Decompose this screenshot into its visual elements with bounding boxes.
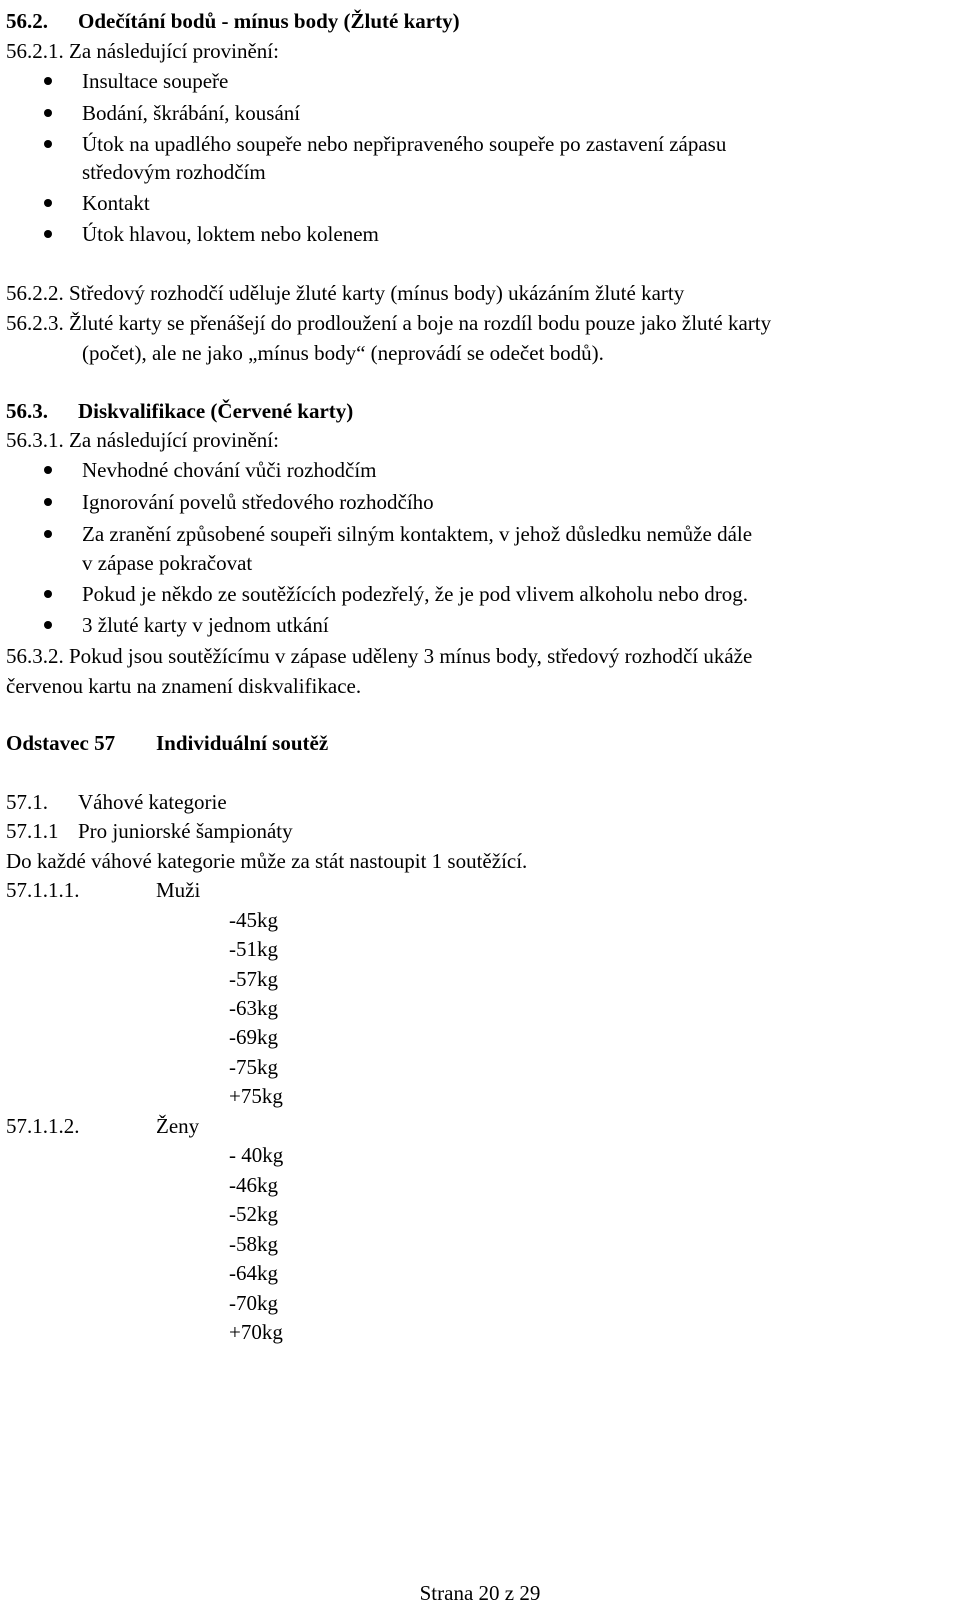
list-item-text: Bodání, škrábání, kousání [82, 101, 301, 125]
paragraph-text: Pro juniorské šampionáty [78, 819, 293, 843]
category-label: Ženy [156, 1114, 200, 1138]
paragraph-number: 57.1. [6, 790, 48, 814]
weight-item: -51kg [229, 937, 278, 961]
paragraph-number: 56.3.2. [6, 644, 64, 668]
weight-item: -64kg [229, 1261, 278, 1285]
section-title: Odečítání bodů - mínus body (Žluté karty) [78, 9, 460, 33]
bullet-icon [44, 199, 52, 207]
list-item-text: středovým rozhodčím [82, 160, 266, 184]
paragraph-57-1-1 [6, 816, 293, 846]
paragraph-number: 56.2.1. [6, 39, 64, 63]
list-item-text: 3 žluté karty v jednom utkání [82, 613, 329, 637]
bullet-icon [44, 140, 52, 148]
list-item-text: Útok na upadlého soupeře nebo nepřipraveného soupeře po zastavení zápasu [82, 132, 727, 156]
bullet-icon [44, 590, 52, 598]
paragraph-56-2-1 [6, 36, 279, 66]
weight-item: -46kg [229, 1173, 278, 1197]
paragraph-text: Za následující provinění: [69, 39, 279, 63]
paragraph-text: Žluté karty se přenášejí do prodloužení a boje na rozdíl bodu pouze jako žluté karty [69, 311, 772, 335]
weight-item: +75kg [229, 1084, 283, 1108]
paragraph-56-3-2-line2 [6, 671, 361, 701]
weight-item: -45kg [229, 908, 278, 932]
paragraph-57-intro [6, 846, 527, 876]
weight-item: -63kg [229, 996, 278, 1020]
paragraph-text: červenou kartu na znamení diskvalifikace. [6, 674, 362, 698]
list-item-text: Pokud je někdo ze soutěžících podezřelý, že je pod vlivem alkoholu nebo drog. [82, 582, 748, 606]
weight-item: -58kg [229, 1232, 278, 1256]
category-women [6, 1111, 199, 1141]
paragraph-56-3-2 [6, 641, 752, 671]
list-item-text: Kontakt [82, 191, 150, 215]
article-title: Individuální soutěž [156, 731, 329, 755]
article-heading-57 [6, 728, 328, 758]
section-heading-56-2 [6, 6, 460, 36]
paragraph-56-2-3-line2 [82, 338, 604, 368]
bullet-icon [44, 466, 52, 474]
list-item-text: Ignorování povelů středového rozhodčího [82, 490, 434, 514]
paragraph-56-2-2 [6, 278, 684, 308]
paragraph-text: Středový rozhodčí uděluje žluté karty (mínus body) ukázáním žluté karty [69, 281, 685, 305]
paragraph-text: Do každé váhové kategorie může za stát nastoupit 1 soutěžící. [6, 849, 528, 873]
list-item-text: Nevhodné chování vůči rozhodčím [82, 458, 377, 482]
list-item-text: Za zranění způsobené soupeři silným kontaktem, v jehož důsledku nemůže dále [82, 522, 753, 546]
paragraph-number: 56.2.2. [6, 281, 64, 305]
article-label: Odstavec 57 [6, 731, 116, 755]
category-men [6, 875, 200, 905]
bullet-icon [44, 230, 52, 238]
section-title: Diskvalifikace (Červené karty) [78, 399, 354, 423]
category-number: 57.1.1.2. [6, 1114, 80, 1138]
weight-item: -57kg [229, 967, 278, 991]
paragraph-text: (počet), ale ne jako „mínus body“ (neprovádí se odečet bodů). [82, 341, 604, 365]
list-item-text: Útok hlavou, loktem nebo kolenem [82, 222, 379, 246]
paragraph-56-2-3 [6, 308, 771, 338]
paragraph-text: Za následující provinění: [69, 428, 279, 452]
paragraph-56-3-1 [6, 425, 279, 455]
weight-item: - 40kg [229, 1143, 284, 1167]
section-number: 56.3. [6, 399, 48, 423]
list-item-text: v zápase pokračovat [82, 551, 253, 575]
category-number: 57.1.1.1. [6, 878, 80, 902]
paragraph-number: 56.2.3. [6, 311, 64, 335]
bullet-icon [44, 530, 52, 538]
bullet-icon [44, 498, 52, 506]
weight-item: -52kg [229, 1202, 278, 1226]
paragraph-text: Váhové kategorie [78, 790, 227, 814]
paragraph-number: 57.1.1 [6, 819, 59, 843]
bullet-icon [44, 621, 52, 629]
category-label: Muži [156, 878, 201, 902]
paragraph-57-1 [6, 787, 227, 817]
weight-item: -75kg [229, 1055, 278, 1079]
paragraph-number: 56.3.1. [6, 428, 64, 452]
weight-item: -69kg [229, 1025, 278, 1049]
list-item-text: Insultace soupeře [82, 69, 229, 93]
bullet-icon [44, 77, 52, 85]
weight-item: -70kg [229, 1291, 278, 1315]
paragraph-text: Pokud jsou soutěžícímu v zápase uděleny 3 mínus body, středový rozhodčí ukáže [69, 644, 753, 668]
section-number: 56.2. [6, 9, 48, 33]
page-number-footer: Strana 20 z 29 [419, 1581, 541, 1605]
section-heading-56-3 [6, 396, 353, 426]
bullet-icon [44, 109, 52, 117]
weight-item: +70kg [229, 1320, 283, 1344]
